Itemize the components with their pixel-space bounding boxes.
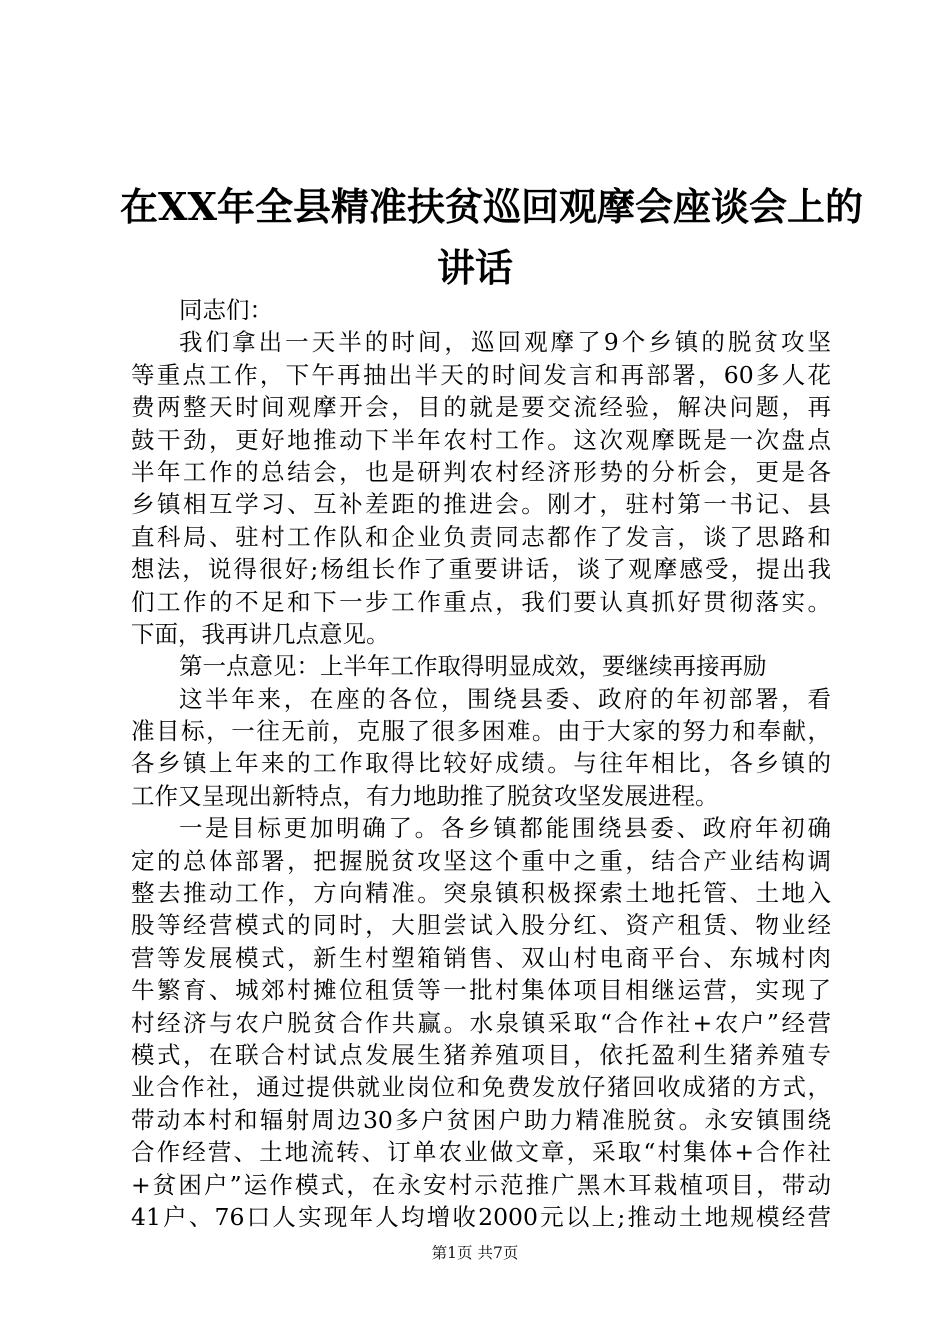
body-line: 半年工作的总结会，也是研判农村经济形势的分析会，更是各 [131, 457, 831, 486]
body-line: 工作又呈现出新特点，有力地助推了脱贫攻坚发展进程。 [131, 781, 719, 810]
body-line: 整去推动工作，方向精准。突泉镇积极探索土地托管、土地入 [131, 879, 831, 908]
body-line: 村经济与农户脱贫合作共赢。水泉镇采取“合作社+农户”经营 [131, 1008, 831, 1037]
document-title-line-1: 在XX年全县精准扶贫巡回观摩会座谈会上的 [120, 184, 863, 229]
body-line: 一是目标更加明确了。各乡镇都能围绕县委、政府年初确 [179, 814, 831, 843]
body-line: 费两整天时间观摩开会，目的就是要交流经验，解决问题，再 [131, 393, 831, 422]
body-line: 股等经营模式的同时，大胆尝试入股分红、资产租赁、物业经 [131, 911, 831, 940]
document-title-line-2: 讲话 [436, 245, 513, 290]
body-line: 模式，在联合村试点发展生猪养殖项目，依托盈利生猪养殖专 [131, 1040, 831, 1069]
section-heading: 第一点意见：上半年工作取得明显成效，要继续再接再励 [179, 652, 767, 681]
body-line: 各乡镇上年来的工作取得比较好成绩。与往年相比，各乡镇的 [131, 749, 831, 778]
body-line: 鼓干劲，更好地推动下半年农村工作。这次观摩既是一次盘点 [131, 425, 831, 454]
document-body [131, 294, 831, 1233]
body-line: 这半年来，在座的各位，围绕县委、政府的年初部署，看 [179, 684, 831, 713]
body-line: 准目标，一往无前，克服了很多困难。由于大家的努力和奉献， [131, 717, 831, 746]
salutation: 同志们： [179, 296, 273, 324]
body-line: 们工作的不足和下一步工作重点，我们要认真抓好贯彻落实。 [131, 587, 831, 616]
page-number-footer: 第1页 共7页 [431, 1244, 519, 1262]
body-line: 乡镇相互学习、互补差距的推进会。刚才，驻村第一书记、县 [131, 490, 831, 519]
body-line: 我们拿出一天半的时间，巡回观摩了9个乡镇的脱贫攻坚 [179, 328, 831, 357]
body-line: 带动本村和辐射周边30多户贫困户助力精准脱贫。永安镇围绕 [131, 1105, 831, 1134]
body-line: 想法，说得很好;杨组长作了重要讲话，谈了观摩感受，提出我 [131, 555, 831, 584]
body-line: 定的总体部署，把握脱贫攻坚这个重中之重，结合产业结构调 [131, 846, 831, 875]
body-line: 41户、76口人实现年人均增收2000元以上;推动土地规模经营 [131, 1202, 831, 1231]
body-line: 营等发展模式，新生村塑箱销售、双山村电商平台、东城村肉 [131, 943, 831, 972]
body-line: 等重点工作，下午再抽出半天的时间发言和再部署，60多人花 [131, 360, 831, 389]
body-line: 业合作社，通过提供就业岗位和免费发放仔猪回收成猪的方式， [131, 1073, 831, 1102]
body-line: 牛繁育、城郊村摊位租赁等一批村集体项目相继运营，实现了 [131, 976, 831, 1005]
body-line: +贫困户”运作模式，在永安村示范推广黑木耳栽植项目，带动 [131, 1170, 831, 1199]
body-line: 合作经营、土地流转、订单农业做文章，采取“村集体+合作社 [131, 1138, 831, 1167]
body-line: 直科局、驻村工作队和企业负责同志都作了发言，谈了思路和 [131, 522, 831, 551]
body-line: 下面，我再讲几点意见。 [131, 619, 390, 648]
